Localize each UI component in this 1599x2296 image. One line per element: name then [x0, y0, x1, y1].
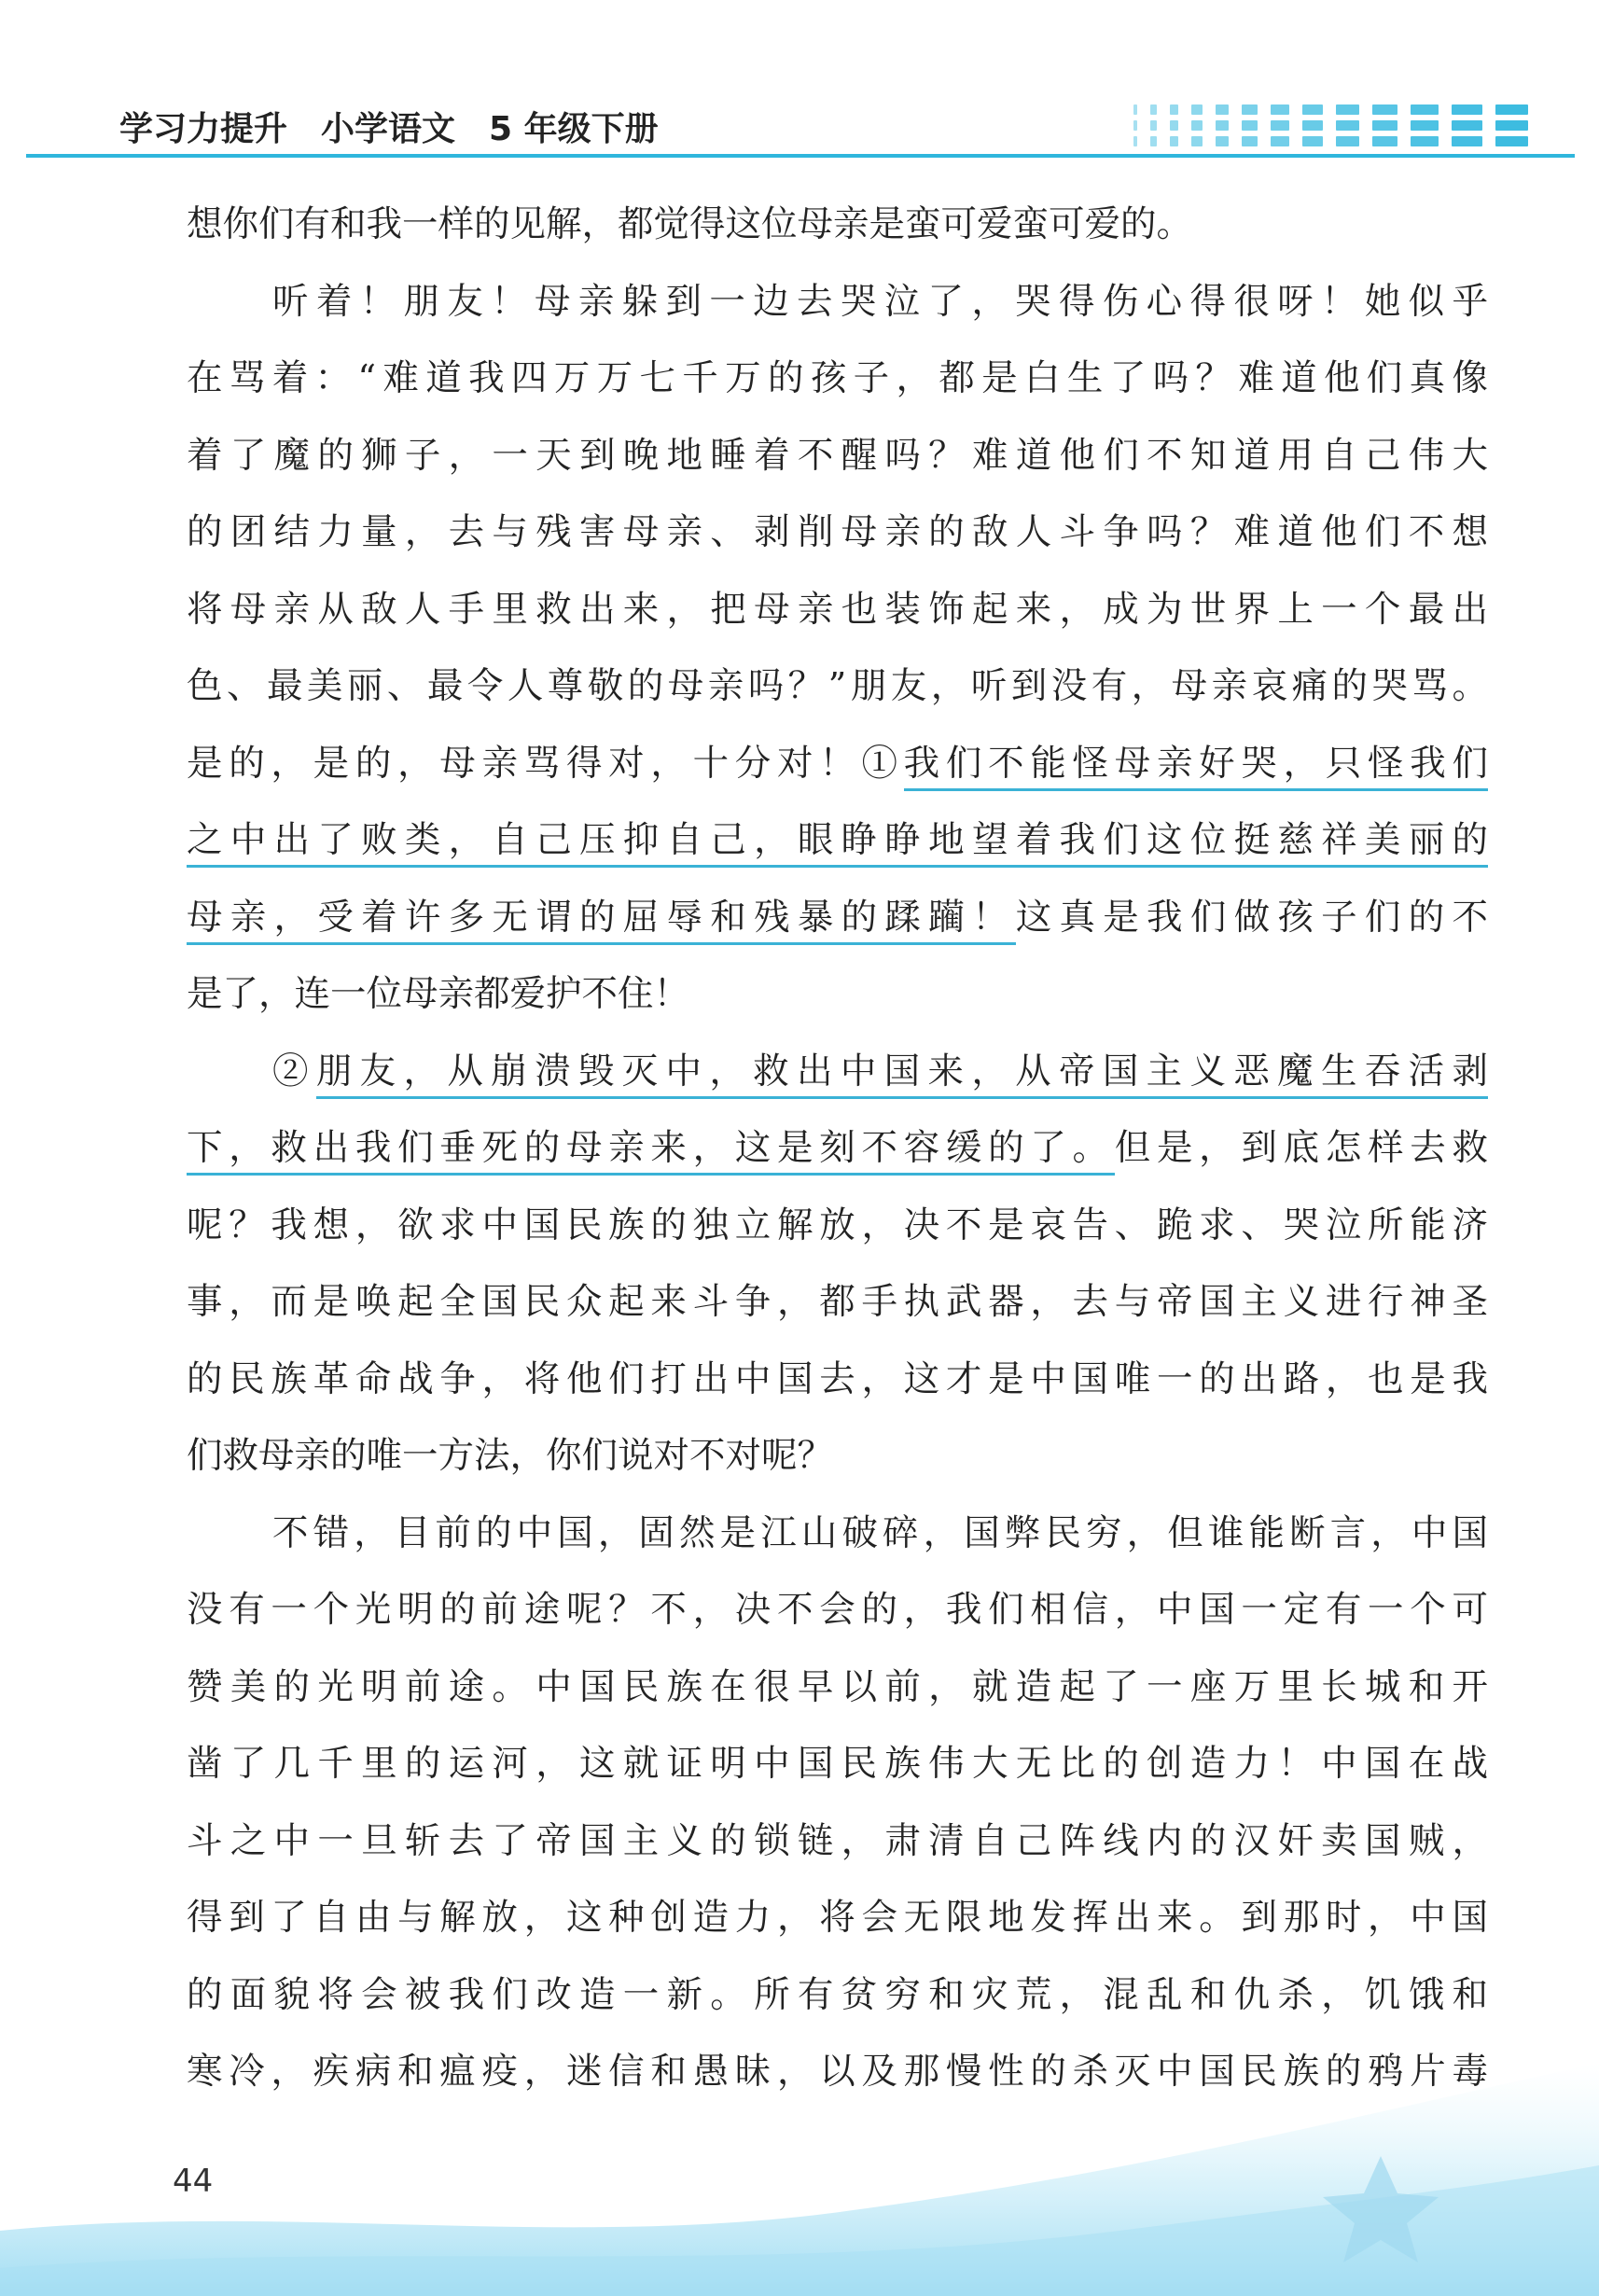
line-text: 听着！朋友！母亲躲到一边去哭泣了，哭得伤心得很呀！她似乎 [272, 280, 1488, 323]
header-dash [1150, 104, 1157, 115]
line-text: 赞美的光明前途。中国民族在很早以前，就造起了一座万里长城和开 [187, 1665, 1488, 1708]
line-text: 着了魔的狮子，一天到晚地睡着不醒吗？难道他们不知道用自己伟大 [187, 434, 1488, 477]
text-line [187, 1264, 1488, 1342]
header-dash [1336, 104, 1359, 115]
wave-background [0, 1923, 1599, 2296]
line-text: 色、最美丽、最令人尊敬的母亲吗？”朋友，听到没有，母亲哀痛的哭骂。 [187, 665, 1488, 707]
header-dash [1133, 104, 1137, 115]
text-line [187, 1803, 1488, 1881]
underlined-text: 之中出了败类，自己压抑自己，眼睁睁地望着我们这位挺慈祥美丽的 [187, 819, 1488, 868]
header-dash [1170, 136, 1178, 146]
header-dash [1452, 104, 1482, 115]
line-text: 们救母亲的唯一方法，你们说对不对呢？ [187, 1435, 834, 1477]
line-text: 事，而是唤起全国民众起来斗争，都手执武器，去与帝国主义进行神圣 [187, 1281, 1488, 1323]
line-text: 凿了几千里的运河，这就证明中国民族伟大无比的创造力！中国在战 [187, 1743, 1488, 1785]
text-line [187, 1188, 1488, 1265]
line-text: 但是，到底怎样去救 [1114, 1127, 1488, 1169]
header-dash [1216, 136, 1229, 146]
header-dash [1271, 104, 1289, 115]
header-dash [1150, 136, 1157, 146]
header-dash [1242, 104, 1258, 115]
text-line [187, 1649, 1488, 1727]
header-dash [1191, 136, 1203, 146]
header-dash [1271, 120, 1289, 131]
underlined-text: 我们不能怪母亲好哭，只怪我们 [904, 743, 1488, 791]
text-line [187, 1418, 1488, 1496]
header-dash [1133, 120, 1137, 131]
header-dash-row [1133, 104, 1572, 116]
header-dash [1133, 136, 1137, 146]
line-text: 是的，是的，母亲骂得对，十分对！① [187, 742, 904, 785]
line-text: 是了，连一位母亲都爱护不住！ [187, 973, 690, 1015]
header-dash [1216, 104, 1229, 115]
header-dash-row [1133, 120, 1572, 132]
header-dash-row [1133, 136, 1572, 147]
line-text: 斗之中一旦斩去了帝国主义的锁链，肃清自己阵线内的汉奸卖国贼， [187, 1819, 1488, 1862]
page-header [0, 0, 1599, 163]
text-line [187, 956, 1488, 1034]
header-dash [1170, 120, 1178, 131]
text-line [187, 1110, 1488, 1188]
underlined-text: 朋友，从崩溃毁灭中，救出中国来，从帝国主义恶魔生吞活剥 [316, 1051, 1488, 1099]
line-text: 寒冷，疾病和瘟疫，迷信和愚昧，以及那慢性的杀灭中国民族的鸦片毒 [187, 2051, 1488, 2093]
header-dash [1411, 104, 1439, 115]
text-line [187, 494, 1488, 572]
underlined-text: 下，救出我们垂死的母亲来，这是刻不容缓的了。 [187, 1127, 1115, 1176]
text-line [187, 1496, 1488, 1573]
text-line [187, 572, 1488, 649]
header-dash [1452, 120, 1482, 131]
header-dash [1495, 120, 1528, 131]
header-dash [1411, 120, 1439, 131]
text-line [187, 1342, 1488, 1419]
line-text: 的团结力量，去与残害母亲、剥削母亲的敌人斗争吗？难道他们不想 [187, 511, 1488, 553]
header-dash [1216, 120, 1229, 131]
line-text: 在骂着：“难道我四万万七千万的孩子，都是白生了吗？难道他们真像 [187, 357, 1488, 399]
header-rule [26, 154, 1575, 158]
header-dash [1495, 136, 1528, 146]
line-text: ② [272, 1050, 316, 1092]
page-number: 44 [173, 2163, 214, 2200]
text-line [187, 264, 1488, 341]
header-dash [1336, 120, 1359, 131]
header-dash [1336, 136, 1359, 146]
text-line [187, 880, 1488, 957]
header-dash [1452, 136, 1482, 146]
header-dash [1271, 136, 1289, 146]
header-dash [1242, 136, 1258, 146]
header-dash [1302, 104, 1323, 115]
header-dash [1495, 104, 1528, 115]
header-dash [1242, 120, 1258, 131]
line-text: 的民族革命战争，将他们打出中国去，这才是中国唯一的出路，也是我 [187, 1357, 1488, 1400]
text-line [187, 418, 1488, 495]
line-text: 得到了自由与解放，这种创造力，将会无限地发挥出来。到那时，中国 [187, 1897, 1488, 1939]
header-dash [1372, 136, 1397, 146]
line-text: 呢？我想，欲求中国民族的独立解放，决不是哀告、跪求、哭泣所能济 [187, 1204, 1488, 1246]
line-text: 将母亲从敌人手里救出来，把母亲也装饰起来，成为世界上一个最出 [187, 588, 1488, 631]
line-text: 这真是我们做孩子们的不 [1015, 896, 1488, 939]
underlined-text: 母亲，受着许多无谓的屈辱和残暴的蹂躏！ [187, 897, 1016, 945]
header-dash [1302, 120, 1323, 131]
header-dash [1191, 120, 1203, 131]
line-text: 没有一个光明的前途呢？不，决不会的，我们相信，中国一定有一个可 [187, 1589, 1488, 1631]
text-line [187, 341, 1488, 418]
text-line [187, 187, 1488, 264]
text-line [187, 648, 1488, 726]
text-line [187, 1034, 1488, 1111]
header-dash [1372, 104, 1397, 115]
text-body [187, 187, 1488, 2111]
header-decoration [1133, 104, 1572, 147]
text-line [187, 802, 1488, 880]
header-dash [1302, 136, 1323, 146]
header-dash [1191, 104, 1203, 115]
book-title: 学习力提升 小学语文 5 年级下册 [119, 110, 659, 148]
line-text: 不错，目前的中国，固然是江山破碎，国弊民穷，但谁能断言，中国 [272, 1511, 1488, 1554]
line-text: 想你们有和我一样的见解，都觉得这位母亲是蛮可爱蛮可爱的。 [187, 203, 1193, 245]
text-line [187, 1726, 1488, 1803]
header-dash [1150, 120, 1157, 131]
header-dash [1372, 120, 1397, 131]
text-line [187, 726, 1488, 803]
text-line [187, 1572, 1488, 1649]
header-dash [1170, 104, 1178, 115]
header-dash [1411, 136, 1439, 146]
line-text: 的面貌将会被我们改造一新。所有贫穷和灾荒，混乱和仇杀，饥饿和 [187, 1973, 1488, 2016]
